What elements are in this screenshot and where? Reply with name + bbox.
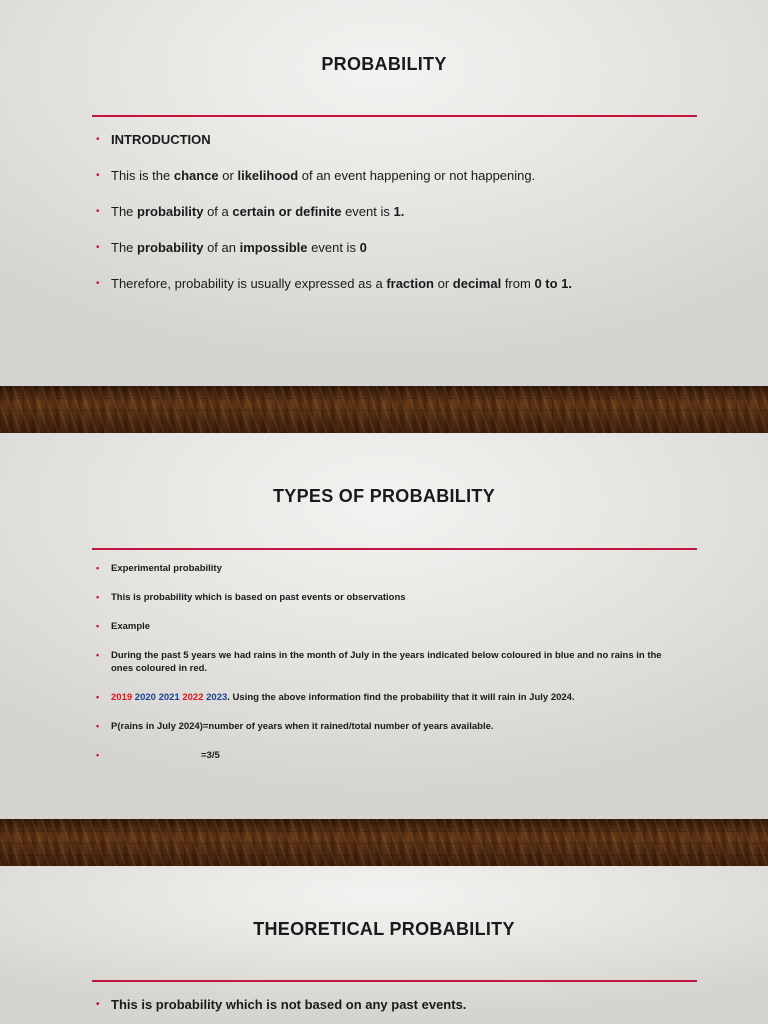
list-item (96, 239, 686, 275)
bullet-text-run: chance (173, 168, 219, 183)
bullet-dot-icon: • (96, 592, 100, 602)
bullet-text-run: of an (203, 240, 240, 255)
slide-theoretical-probability (0, 866, 768, 1024)
bullet-text-run: probability (137, 240, 204, 255)
bullet-dot-icon: • (96, 278, 100, 289)
bullet-text-run: of a (203, 204, 233, 219)
bullet-text-run: event is (341, 204, 394, 219)
answer-text: =3/5 (201, 750, 220, 761)
bullet-text-run: Therefore, probability is usually expressed as a (111, 276, 387, 291)
slide-probability (0, 0, 768, 386)
list-item (96, 620, 686, 633)
bullet-text-run: decimal (452, 276, 502, 291)
floor-divider (0, 386, 768, 433)
title-divider (92, 980, 697, 982)
list-item (96, 996, 686, 1014)
floor-divider (0, 819, 768, 866)
list-item (96, 131, 686, 167)
bullet-text: During the past 5 years we had rains in the month of July in the years indicated below coloured in blue and no rains in the ones coloured in red. (111, 650, 662, 674)
slide-title: TYPES OF PROBABILITY (272, 486, 496, 506)
bullet-text-run: 0 (359, 240, 367, 255)
bullet-dot-icon: • (96, 134, 100, 145)
bullet-dot-icon: • (96, 170, 100, 181)
bullet-text: Experimental probability (111, 563, 222, 574)
bullet-dot-icon: • (96, 999, 100, 1010)
list-item (96, 720, 686, 733)
bullet-list (96, 131, 686, 311)
bullet-text-run: or (218, 168, 238, 183)
list-item (96, 649, 686, 675)
bullet-text-run: certain or definite (232, 204, 342, 219)
title-divider (92, 115, 697, 117)
bullet-dot-icon: • (96, 650, 100, 660)
year-rain: 2023 (206, 692, 228, 703)
bullet-dot-icon: • (96, 621, 100, 631)
bullet-dot-icon: • (96, 563, 100, 573)
bullet-text: This is probability which is not based on any past events. (111, 997, 467, 1012)
bullet-text-run: probability (137, 204, 204, 219)
bullet-text: This is probability which is based on past events or observations (111, 592, 406, 603)
list-item (96, 591, 686, 604)
slide-title: PROBABILITY (321, 54, 447, 74)
bullet-text-run: likelihood (237, 168, 299, 183)
title-divider (92, 548, 697, 550)
list-item (96, 203, 686, 239)
bullet-text: . Using the above information find the probability that it will rain in July 2024. (227, 692, 575, 703)
slide-title: THEORETICAL PROBABILITY (253, 919, 515, 939)
bullet-list (96, 562, 686, 778)
year-rain: 2021 (158, 692, 180, 703)
bullet-list (96, 996, 686, 1014)
bullet-text-run: event is (307, 240, 360, 255)
bullet-text-run: The (111, 204, 138, 219)
list-item (96, 275, 686, 311)
bullet-text-run: fraction (386, 276, 434, 291)
bullet-text: Example (111, 621, 151, 632)
bullet-dot-icon: • (96, 692, 100, 702)
bullet-dot-icon: • (96, 206, 100, 217)
bullet-text-run: 1. (393, 204, 405, 219)
year-no-rain: 2019 (111, 692, 133, 703)
list-item (96, 691, 686, 704)
list-item (96, 562, 686, 575)
bullet-text-run: This is the (111, 168, 174, 183)
bullet-dot-icon: • (96, 750, 100, 760)
bullet-dot-icon: • (96, 721, 100, 731)
slide-types-of-probability (0, 433, 768, 819)
bullet-text-run: of an event happening or not happening. (298, 168, 536, 183)
year-rain: 2020 (134, 692, 156, 703)
bullet-text-run: INTRODUCTION (111, 132, 211, 147)
bullet-text-run: 0 to 1. (534, 276, 573, 291)
year-no-rain: 2022 (182, 692, 204, 703)
list-item (96, 749, 686, 762)
list-item (96, 167, 686, 203)
bullet-text-run: The (111, 240, 138, 255)
bullet-dot-icon: • (96, 242, 100, 253)
bullet-text-run: from (501, 276, 535, 291)
bullet-text: P(rains in July 2024)=number of years when it rained/total number of years available. (111, 721, 494, 732)
bullet-text-run: or (433, 276, 453, 291)
bullet-text-run: impossible (239, 240, 308, 255)
